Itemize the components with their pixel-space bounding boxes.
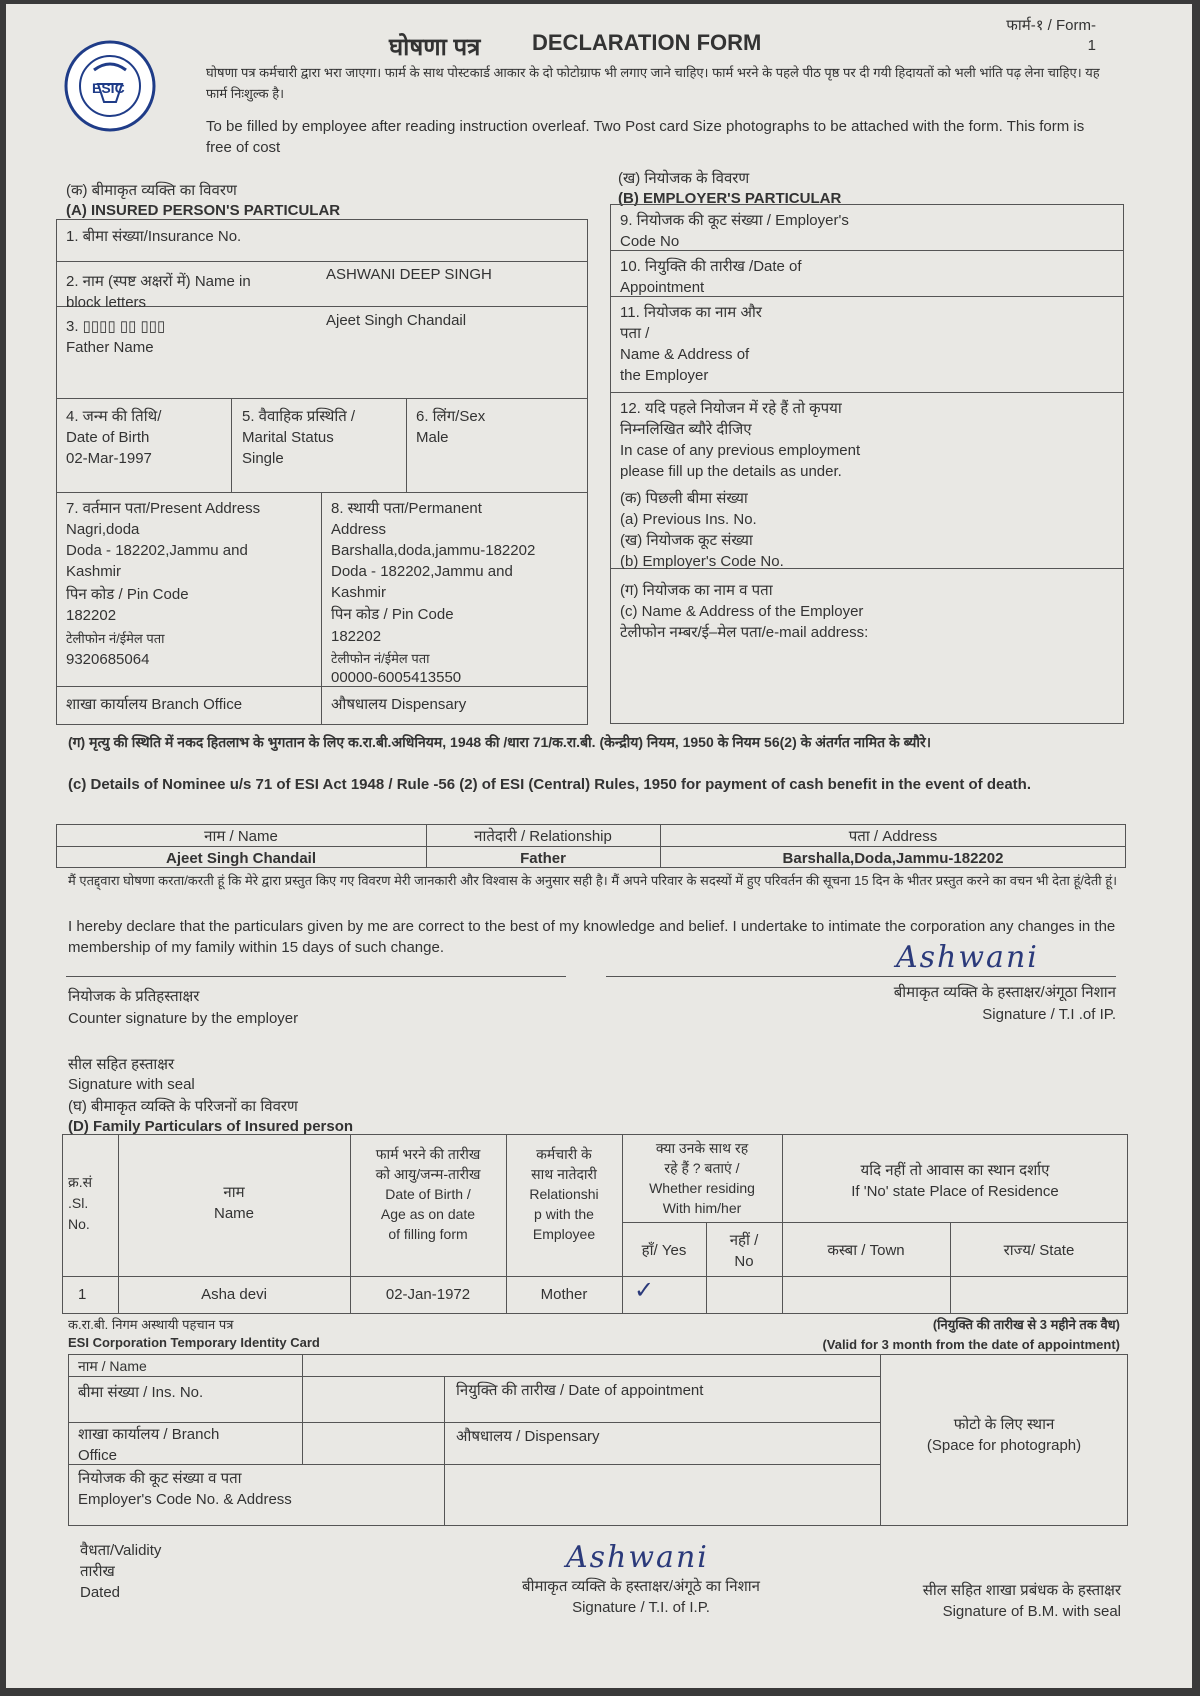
nominee-col-address: पता / Address xyxy=(848,828,938,845)
section-a-heading-en: (A) INSURED PERSON'S PARTICULAR xyxy=(66,202,341,219)
divider xyxy=(622,1222,1128,1223)
dob-label: 4. जन्म की तिथि/ Date of Birth xyxy=(66,408,162,446)
permanent-pin-label: पिन कोड / Pin Code xyxy=(331,606,454,623)
previous-employer-code-label: (ख) नियोजक कूट संख्या (b) Employer's Code No. xyxy=(620,532,784,570)
section-a-heading-hi: (क) बीमाकृत व्यक्ति का विवरण xyxy=(66,182,237,199)
esic-logo xyxy=(64,40,156,132)
card-doa-label: नियुक्ति की तारीख / Date of appointment xyxy=(456,1382,704,1399)
divider xyxy=(302,1354,303,1464)
nominee-col-name: नाम / Name xyxy=(204,828,278,845)
permanent-pin: 182202 xyxy=(331,628,382,645)
divider xyxy=(444,1376,445,1526)
previous-ins-label: (क) पिछली बीमा संख्या (a) Previous Ins. No. xyxy=(620,490,757,528)
divider xyxy=(950,1222,951,1314)
employer-code-label: 9. नियोजक की कूट संख्या / Employer's Code No xyxy=(620,212,849,250)
declaration-en: I hereby declare that the particulars given by me are correct to the best of my knowledge and belief. I undertake to intimate the corporation any changes in the membership of my family within 15 days of such change. xyxy=(68,918,1116,956)
family-row-yes-checkmark: ✓ xyxy=(634,1277,655,1304)
permanent-address-label: 8. स्थायी पता/Permanent Address xyxy=(331,500,482,538)
sex-label: 6. लिंग/Sex xyxy=(416,408,486,425)
permanent-phone: 00000-6005413550 xyxy=(331,669,462,686)
sex-value: Male xyxy=(416,429,449,446)
family-col-relationship: कर्मचारी के साथ नातेदारी Relationshi p with the Employee xyxy=(529,1146,599,1242)
section-c-heading-en: (c) Details of Nominee u/s 71 of ESI Act 1948 / Rule -56 (2) of ESI (Central) Rules, 1950 for payment of cash benefit in the event of death. xyxy=(68,776,1032,793)
employer-name-address-label: 11. नियोजक का नाम और पता / Name & Address of the Employer xyxy=(620,304,762,384)
section-b-heading-hi: (ख) नियोजक के विवरण xyxy=(618,170,750,187)
declaration-form-page xyxy=(6,4,1192,1688)
previous-employment-label: 12. यदि पहले नियोजन में रहे हैं तो कृपया निम्नलिखित ब्यौरे दीजिए In case of any previous employment please fill up the details as under. xyxy=(620,400,861,480)
family-row-relationship: Mother xyxy=(540,1286,588,1303)
dispensary-label: औषधालय Dispensary xyxy=(331,696,467,713)
divider xyxy=(321,492,322,725)
nominee-address: Barshalla,Doda,Jammu-182202 xyxy=(782,850,1004,867)
name-label: 2. नाम (स्पष्ट अक्षरों में) Name in block letters xyxy=(66,273,251,311)
signature-line xyxy=(606,976,1116,977)
employer-signature-line xyxy=(66,976,566,977)
photo-space: फोटो के लिए स्थान (Space for photograph) xyxy=(926,1416,1082,1454)
card-validity-en: (Valid for 3 month from the date of appointment) xyxy=(822,1337,1120,1352)
permanent-phone-label: टेलीफोन नं/ईमेल पता xyxy=(331,651,430,666)
section-d-heading-en: (D) Family Particulars of Insured person xyxy=(68,1118,354,1135)
family-col-residing: क्या उनके साथ रह रहे हैं ? बताएं / Whether residing With him/her xyxy=(649,1140,755,1216)
family-col-yes: हाँ/ Yes xyxy=(641,1242,687,1259)
card-heading-en: ESI Corporation Temporary Identity Card xyxy=(68,1335,320,1350)
name-value: ASHWANI DEEP SINGH xyxy=(326,266,492,283)
declaration-hi: मैं एतद्द्वारा घोषणा करता/करती हूं कि मेरे द्वारा प्रस्तुत किए गए विवरण मेरी जानकारी और विश्वास के अनुसार सही है। मैं अपने परिवार के सदस्यों में हुए परिवर्तन की सूचना 15 दिन के भीतर प्रस्तुत करने का वचन भी देता हूं/देती हूं। xyxy=(68,873,1118,888)
family-col-sl: क्र.सं .Sl. No. xyxy=(68,1174,93,1232)
branch-office-label: शाखा कार्यालय Branch Office xyxy=(66,696,243,713)
father-label: 3. ▯▯▯▯ ▯▯ ▯▯▯ Father Name xyxy=(66,318,166,356)
ip-signature-label-hi: बीमाकृत व्यक्ति के हस्ताक्षर/अंगूठा निशान xyxy=(893,984,1116,1001)
present-phone: 9320685064 xyxy=(66,651,150,668)
previous-employer-name-label: (ग) नियोजक का नाम व पता (c) Name & Address of the Employer टेलीफोन नम्बर/ई–मेल पता/e-mail address: xyxy=(620,582,869,641)
present-pin: 182202 xyxy=(66,607,117,624)
seal-signature-en: Signature with seal xyxy=(68,1076,195,1093)
section-d-heading-hi: (घ) बीमाकृत व्यक्ति के परिजनों का विवरण xyxy=(68,1098,298,1115)
present-pin-label: पिन कोड / Pin Code xyxy=(66,586,189,603)
present-address-value: Nagri,doda Doda - 182202,Jammu and Kashmir xyxy=(66,521,248,580)
employer-countersign-en: Counter signature by the employer xyxy=(68,1010,299,1027)
card-heading-hi: क.रा.बी. निगम अस्थायी पहचान पत्र xyxy=(68,1317,234,1332)
footer-ip-signature: Ashwani xyxy=(566,1540,709,1575)
family-col-name: नाम Name xyxy=(213,1184,254,1222)
permanent-address-value: Barshalla,doda,jammu-182202 Doda - 182202,Jammu and Kashmir xyxy=(331,542,536,601)
divider xyxy=(62,1276,1128,1277)
card-code-label: नियोजक की कूट संख्या व पता Employer's Code No. & Address xyxy=(78,1470,292,1508)
divider xyxy=(406,398,407,492)
divider xyxy=(56,492,588,493)
footer-bm-signature-label: सील सहित शाखा प्रबंधक के हस्ताक्षर Signature of B.M. with seal xyxy=(922,1582,1121,1620)
family-row-sl: 1 xyxy=(78,1286,87,1303)
divider xyxy=(231,398,232,492)
nominee-name: Ajeet Singh Chandail xyxy=(165,850,316,867)
marital-label: 5. वैवाहिक प्रस्थिति / Marital Status xyxy=(242,408,356,446)
validity-dated: वैधता/Validity तारीख Dated xyxy=(80,1542,162,1601)
family-col-state: राज्य/ State xyxy=(1003,1242,1075,1259)
card-dispensary-label: औषधालय / Dispensary xyxy=(456,1428,600,1445)
card-validity-hi: (नियुक्ति की तारीख से 3 महीने तक वैध) xyxy=(932,1317,1120,1332)
form-number: फार्म-१ / Form- 1 xyxy=(1006,17,1096,54)
card-branch-label: शाखा कार्यालय / Branch Office xyxy=(78,1426,220,1464)
section-b-heading-en: (B) EMPLOYER'S PARTICULAR xyxy=(618,190,842,207)
appointment-date-label: 10. नियुक्ति की तारीख /Date of Appointment xyxy=(620,258,802,296)
logo-text: ESIC xyxy=(92,80,125,96)
divider xyxy=(68,1376,880,1377)
divider xyxy=(56,398,588,399)
employer-countersign-hi: नियोजक के प्रतिहस्ताक्षर xyxy=(68,988,200,1005)
family-row-dob: 02-Jan-1972 xyxy=(385,1286,471,1303)
footer-ip-signature-label: बीमाकृत व्यक्ति के हस्ताक्षर/अंगूठे का निशान Signature / T.I. of I.P. xyxy=(522,1578,760,1616)
marital-value: Single xyxy=(242,450,284,467)
divider xyxy=(56,686,588,687)
title-hindi: घोषणा पत्र xyxy=(389,34,481,61)
divider xyxy=(56,261,588,262)
title-english: DECLARATION FORM xyxy=(532,30,762,55)
ip-signature-label-en: Signature / T.I .of IP. xyxy=(982,1006,1116,1023)
seal-signature-hi: सील सहित हस्ताक्षर xyxy=(68,1056,175,1073)
family-col-if-no: यदि नहीं तो आवास का स्थान दर्शाए If 'No' state Place of Residence xyxy=(851,1162,1059,1200)
dob-value: 02-Mar-1997 xyxy=(66,450,152,467)
family-col-town: कस्बा / Town xyxy=(827,1242,905,1259)
card-name-label: नाम / Name xyxy=(78,1358,147,1374)
insurance-no-label: 1. बीमा संख्या/Insurance No. xyxy=(66,228,242,245)
present-address-label: 7. वर्तमान पता/Present Address xyxy=(66,500,261,517)
instruction-english: To be filled by employee after reading instruction overleaf. Two Post card Size photographs to be attached with the form. This form is free of cost xyxy=(206,118,1085,156)
nominee-col-relationship: नातेदारी / Relationship xyxy=(474,828,612,845)
divider xyxy=(610,392,1124,393)
nominee-relationship: Father xyxy=(520,850,566,867)
instruction-hindi: घोषणा पत्र कर्मचारी द्वारा भरा जाएगा। फार्म के साथ पोस्टकार्ड आकार के दो फोटोग्राफ भी लगाए जाने चाहिए। फार्म भरने के पहले पीठ पृष्ठ पर दी गयी हिदायतों को भली भांति पढ़ लेना चाहिए। यह फार्म निःशुल्क है। xyxy=(206,65,1100,101)
family-col-no: नहीं / No xyxy=(729,1232,759,1270)
family-row-name: Asha devi xyxy=(201,1286,267,1303)
section-c-heading-hi: (ग) मृत्यु की स्थिति में नकद हितलाभ के भुगतान के लिए क.रा.बी.अधिनियम, 1948 की /धारा 71/क.रा.बी. (केन्द्रीय) नियम, 1950 के नियम 56(2) के अंतर्गत नामित के ब्यौरे। xyxy=(68,734,932,750)
card-ins-label: बीमा संख्या / Ins. No. xyxy=(78,1384,204,1401)
ip-signature: Ashwani xyxy=(896,940,1039,975)
divider xyxy=(68,1422,880,1423)
father-value: Ajeet Singh Chandail xyxy=(326,312,467,329)
present-phone-label: टेलीफोन नं/ईमेल पता xyxy=(66,631,165,646)
family-col-dob: फार्म भरने की तारीख को आयु/जन्म-तारीख Date of Birth / Age as on date of filling form xyxy=(375,1146,481,1242)
